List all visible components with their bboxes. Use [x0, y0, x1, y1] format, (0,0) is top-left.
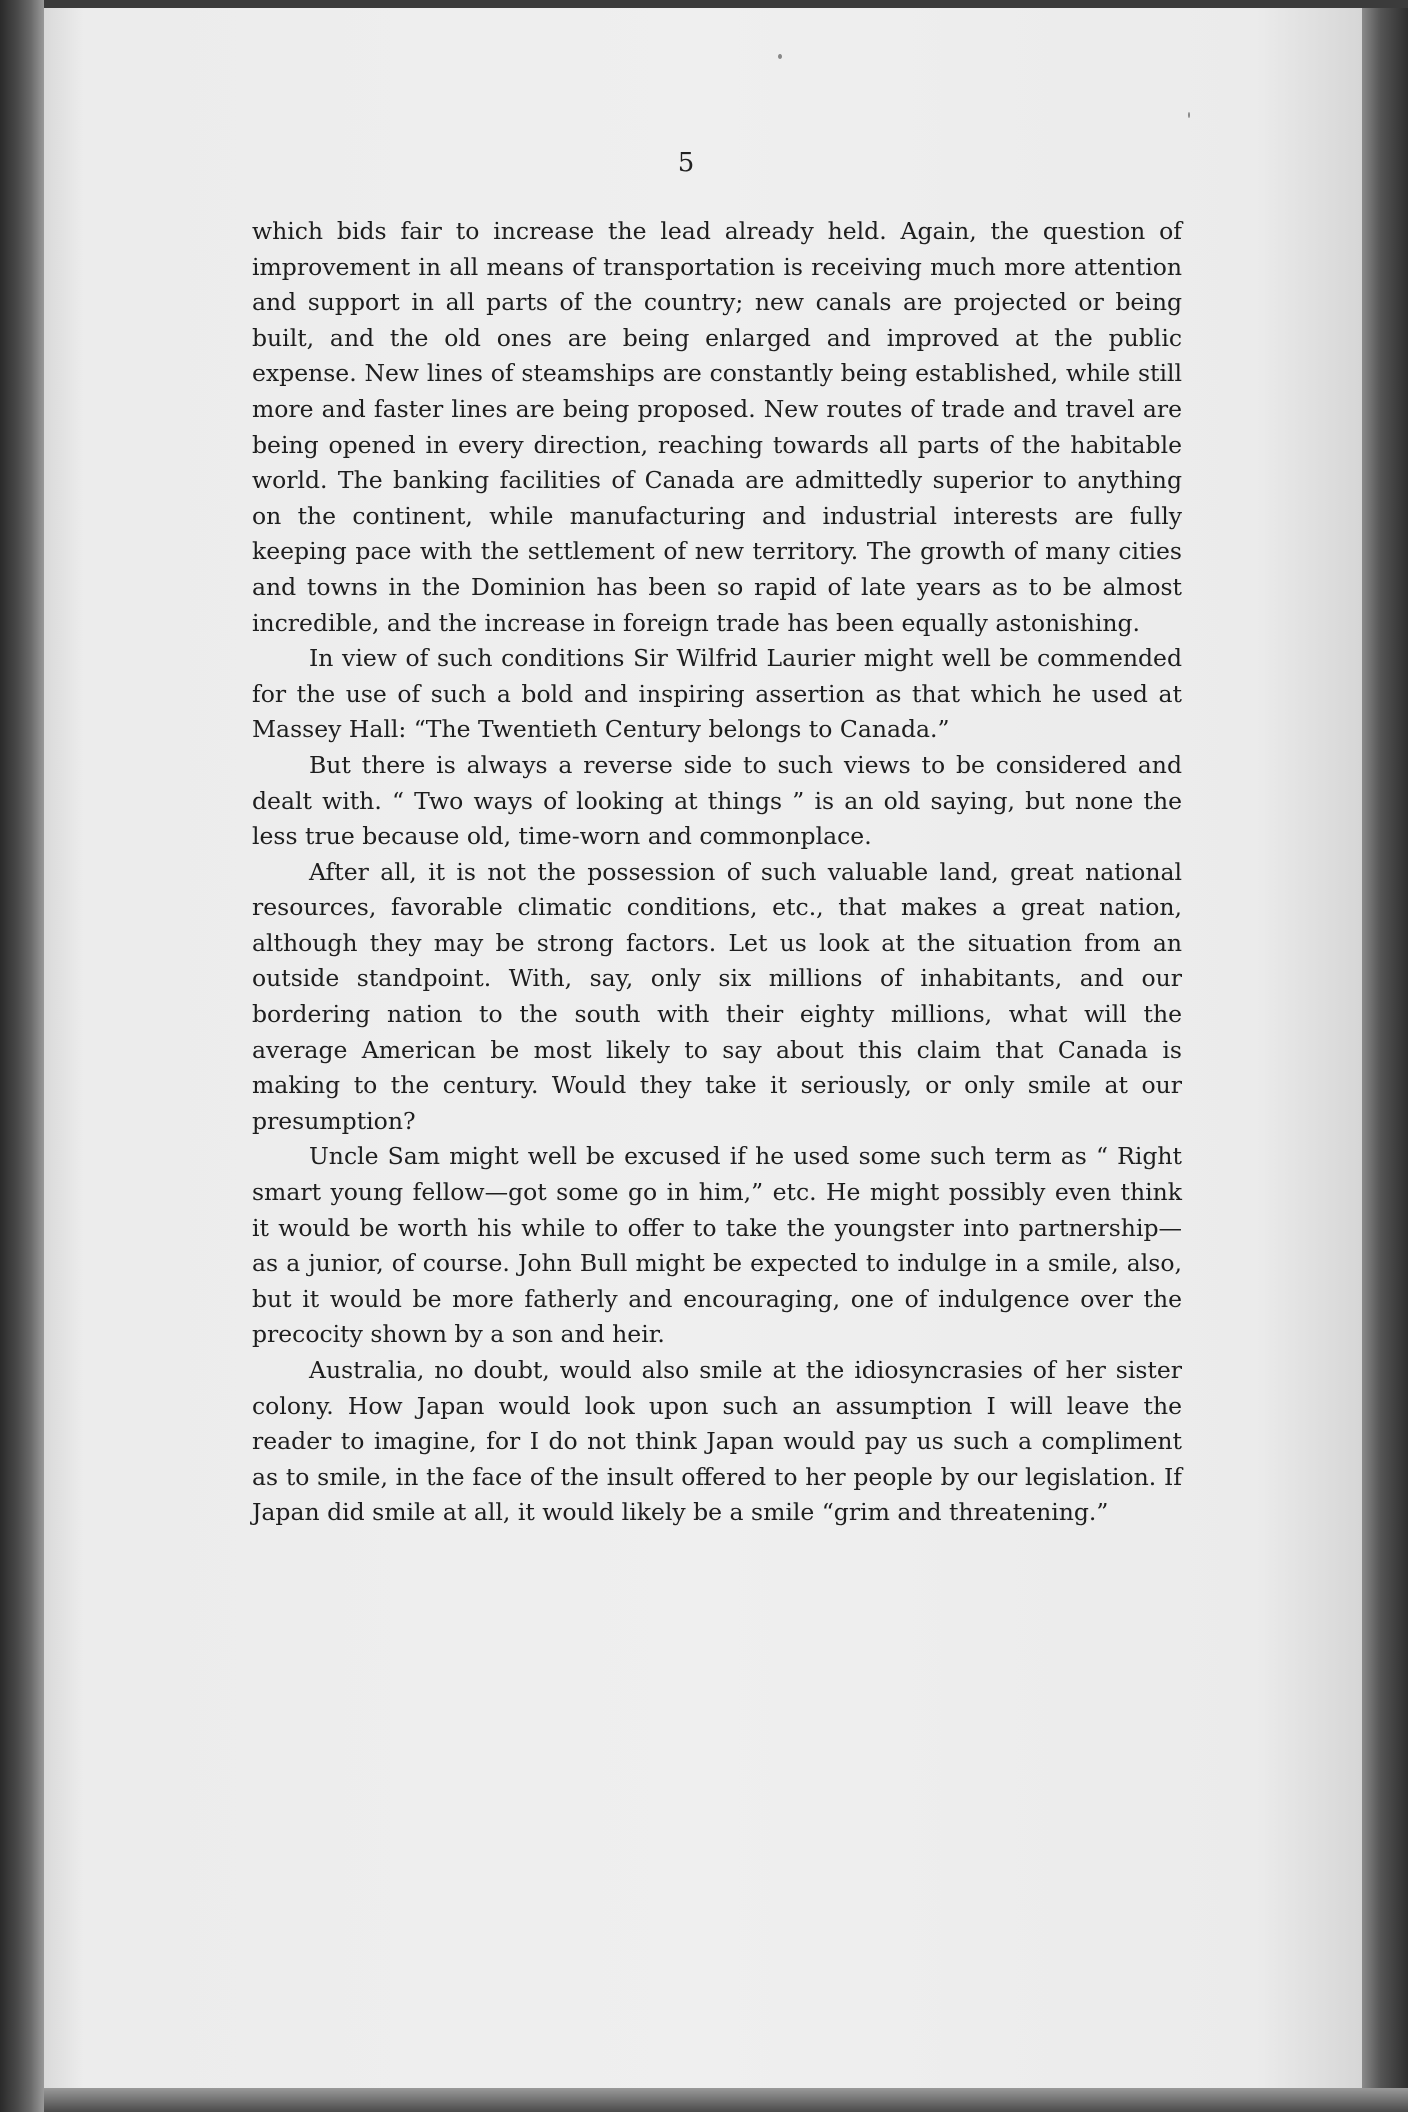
page-bottom-shadow: [44, 2088, 1408, 2112]
paragraph: But there is always a reverse side to such views to be considered and dealt with. “ Two ways of looking at things ” is an old saying, but none the less true because old, time-worn and commonplace.: [252, 750, 1182, 851]
paragraph: In view of such conditions Sir Wilfrid Laurier might well be commended for the use of such a bold and inspiring assertion as that which he used at Massey Hall: “The Twentieth Century belongs to Canada.”: [252, 644, 1182, 744]
paragraph: After all, it is not the possession of such valuable land, great national resources, favorable climatic conditions, etc., that makes a great nation, although they may be strong factors. Let us look at the situation from an outside standpoint. With, say, only six millions of inhabitants, and our bordering nation to the south with their eighty millions, what will the average American be most likely to say about this claim that Canada is making to the century. Would they take it seriously, or only smile at our presumption?: [252, 857, 1182, 1135]
body-text: [252, 214, 1182, 1531]
paragraph: Australia, no doubt, would also smile at the idiosyncrasies of her sister colony. How Japan would look upon such an assumption I will leave the reader to imagine, for I do not think Japan would pay us such a compliment as to smile, in the face of the insult offered to her people by our legislation. If Japan did smile at all, it would likely be a smile “grim and threatening.”: [252, 1356, 1182, 1527]
paragraph: which bids fair to increase the lead already held. Again, the question of improvement in all means of transportation is receiving much more attention and support in all parts of the country; new canals are projected or being built, and the old ones are being enlarged and improved at the public expense. New lines of steamships are constantly being established, while still more and faster lines are being proposed. New routes of trade and travel are being opened in every direction, reaching towards all parts of the habitable world. The banking facilities of Canada are admittedly superior to anything on the continent, while manufacturing and industrial interests are fully keeping pace with the settlement of new territory. The growth of many cities and towns in the Dominion has been so rapid of late years as to be almost incredible, and the increase in foreign trade has been equally astonishing.: [252, 217, 1182, 637]
page-number: 5: [677, 148, 695, 178]
dust-speck: [778, 54, 782, 59]
page-edge-shadow: [1362, 8, 1408, 2112]
paragraph: Uncle Sam might well be excused if he used some such term as “ Right smart young fellow—got some go in him,” etc. He might possibly even think it would be worth his while to offer to take the youngster into partnership—as a junior, of course. John Bull might be expected to indulge in a smile, also, but it would be more fatherly and encouraging, one of indulgence over the precocity shown by a son and heir.: [252, 1142, 1182, 1349]
dust-speck: [1188, 112, 1190, 118]
binding-edge: [0, 0, 44, 2112]
